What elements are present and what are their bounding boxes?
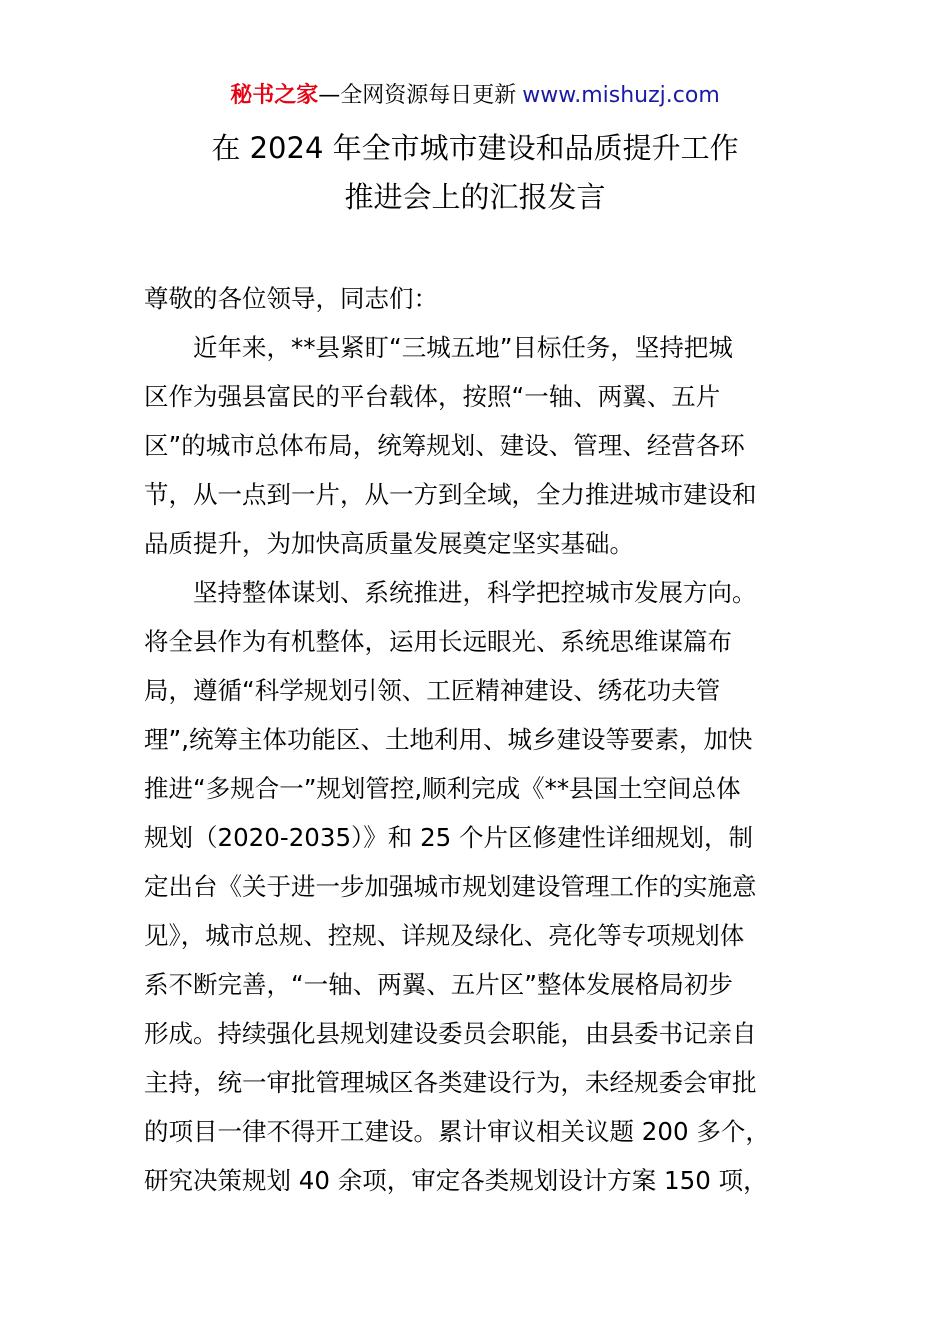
header-tagline: —全网资源每日更新 (318, 83, 517, 108)
document-title-line-1: 在 2024 年全市城市建设和品质提升工作 (211, 131, 739, 165)
site-header (0, 80, 950, 112)
paragraph-1 (144, 323, 814, 568)
paragraph-line: 节，从一点到一片，从一方到全域，全力推进城市建设和 (144, 480, 757, 509)
paragraph-line: 局，遵循“科学规划引领、工匠精神建设、绣花功夫管 (144, 676, 721, 705)
paragraph-line: 形成。持续强化县规划建设委员会职能，由县委书记亲自 (144, 1019, 757, 1048)
paragraph-line: 近年来，**县紧盯“三城五地”目标任务，坚持把城 (193, 333, 733, 362)
paragraph-line: 规划（2020-2035）》和 25 个片区修建性详细规划，制 (144, 823, 754, 852)
paragraph-line: 研究决策规划 40 余项，审定各类规划设计方案 150 项， (144, 1166, 768, 1195)
brand-name: 秘书之家 (230, 83, 319, 108)
paragraph-line: 坚持整体谋划、系统推进，科学把控城市发展方向。 (193, 578, 757, 607)
paragraph-line: 见》，城市总规、控规、详规及绿化、亮化等专项规划体 (144, 921, 745, 950)
paragraph-line: 理”,统筹主体功能区、土地利用、城乡建设等要素，加快 (144, 725, 753, 754)
paragraph-line: 系不断完善，“一轴、两翼、五片区”整体发展格局初步 (144, 970, 733, 999)
paragraph-line: 的项目一律不得开工建设。累计审议相关议题 200 多个， (144, 1117, 770, 1146)
paragraph-line: 主持，统一审批管理城区各类建设行为，未经规委会审批 (144, 1068, 757, 1097)
paragraph-line: 定出台《关于进一步加强城市规划建设管理工作的实施意 (144, 872, 757, 901)
paragraph-line: 区作为强县富民的平台载体，按照“一轴、两翼、五片 (144, 382, 721, 411)
paragraph-line: 区”的城市总体布局，统筹规划、建设、管理、经营各环 (144, 431, 745, 460)
salutation: 尊敬的各位领导，同志们： (144, 284, 438, 313)
paragraph-2 (144, 568, 814, 1205)
paragraph-line: 将全县作为有机整体，运用长远眼光、系统思维谋篇布 (144, 627, 732, 656)
site-url-link[interactable]: www.mishuzj.com (522, 83, 720, 108)
paragraph-line: 推进“多规合一”规划管控,顺利完成《**县国土空间总体 (144, 774, 741, 803)
document-title-line-2: 推进会上的汇报发言 (344, 180, 606, 214)
paragraph-line: 品质提升，为加快高质量发展奠定坚实基础。 (144, 529, 634, 558)
